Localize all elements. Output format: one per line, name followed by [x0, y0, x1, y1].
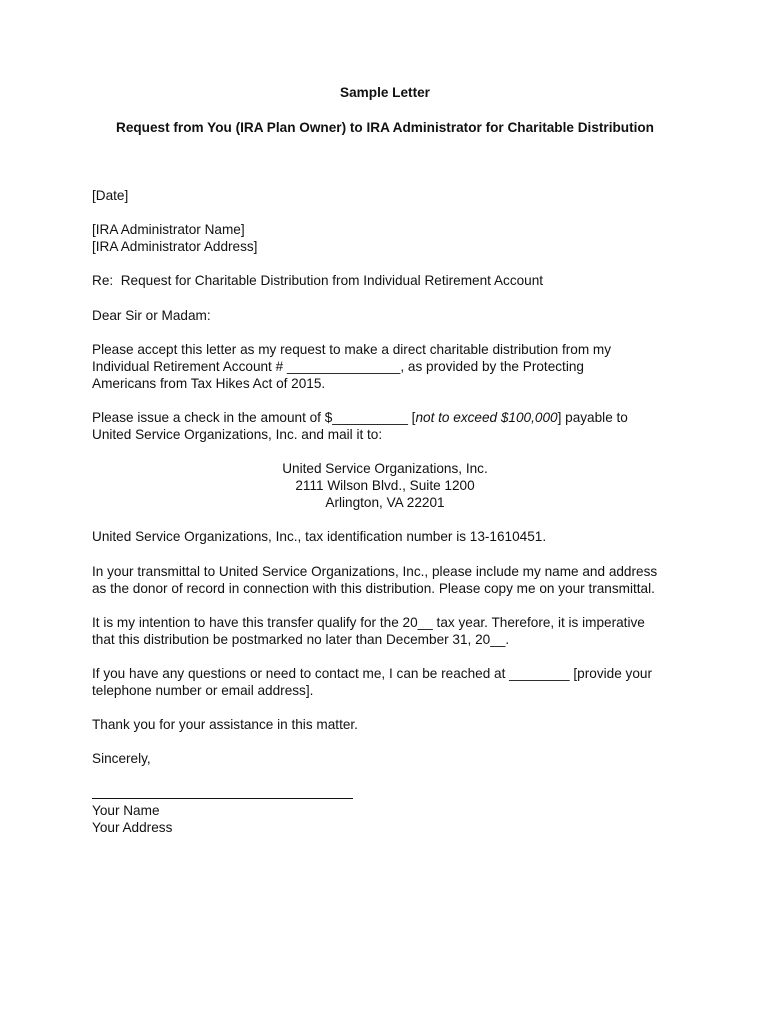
para2-limit-italic: not to exceed $100,000 — [415, 410, 558, 425]
para1-line2: Individual Retirement Account # _______________, as provided by the Protecting — [92, 359, 584, 374]
para2-line1 — [92, 409, 628, 426]
thanks-line: Thank you for your assistance in this matter. — [92, 717, 358, 732]
date-placeholder: [Date] — [92, 188, 129, 203]
admin-name: [IRA Administrator Name] — [92, 222, 245, 237]
re-label: Re: — [92, 273, 114, 288]
letter-heading: Sample Letter — [340, 85, 430, 100]
signature-address: Your Address — [92, 820, 173, 835]
recipient-name: United Service Organizations, Inc. — [282, 461, 488, 476]
para3-line1: In your transmittal to United Service Organizations, Inc., please include my name and address — [92, 564, 658, 579]
recipient-city: Arlington, VA 22201 — [325, 495, 445, 510]
para2-line2: United Service Organizations, Inc. and mail it to: — [92, 427, 383, 442]
para1-line1: Please accept this letter as my request to make a direct charitable distribution from my — [92, 342, 612, 357]
para5-line1: If you have any questions or need to contact me, I can be reached at ________ [provide your — [92, 666, 652, 681]
re-text: Request for Charitable Distribution from Individual Retirement Account — [120, 273, 544, 288]
para1-line3: Americans from Tax Hikes Act of 2015. — [92, 376, 326, 391]
para4-line1: It is my intention to have this transfer qualify for the 20__ tax year. Therefore, it is imperative — [92, 615, 645, 630]
salutation: Dear Sir or Madam: — [92, 308, 211, 323]
para4-line2: that this distribution be postmarked no later than December 31, 20__. — [92, 632, 510, 647]
para5-line2: telephone number or email address]. — [92, 683, 314, 698]
para2-line1-start: Please issue a check in the amount of $__________ [ — [92, 410, 416, 425]
para2-line1-end: ] payable to — [557, 410, 628, 425]
para3-line2: as the donor of record in connection with this distribution. Please copy me on your transmittal. — [92, 581, 655, 596]
signature-name: Your Name — [92, 803, 160, 818]
letter-subheading: Request from You (IRA Plan Owner) to IRA Administrator for Charitable Distribution — [116, 120, 654, 135]
closing: Sincerely, — [92, 751, 151, 766]
re-line — [92, 272, 543, 289]
tax-id-line: United Service Organizations, Inc., tax identification number is 13-1610451. — [92, 529, 547, 544]
signature-line — [92, 798, 353, 799]
admin-address: [IRA Administrator Address] — [92, 239, 258, 254]
recipient-street: 2111 Wilson Blvd., Suite 1200 — [295, 478, 475, 493]
